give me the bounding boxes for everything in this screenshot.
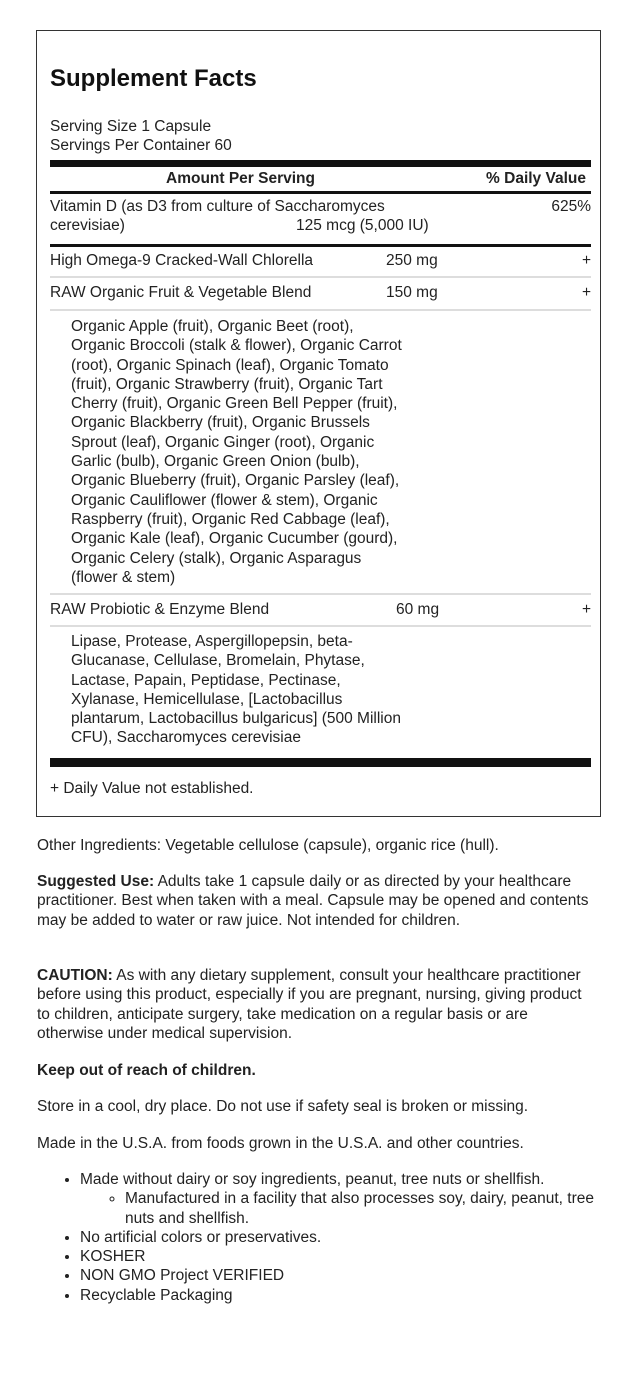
fruit-blend-ingredients [71,317,402,587]
servings-per-container: Servings Per Container 60 [50,137,232,155]
caution-text: As with any dietary supplement, consult your healthcare practitioner before using this product, especially if you are pregnant, nursing, giving product to children, anticipate surgery, take medication on a regular basis or are otherwise under medical supervision. [37,967,582,1042]
divider-medium [50,191,591,194]
nutrient-dv: + [581,284,591,301]
feature-item [80,1170,607,1228]
nutrient-amount: 250 mg [386,252,438,269]
ingredient-line: Lactase, Papain, Peptidase, Pectinase, [71,671,341,689]
nutrient-dv: 625% [551,198,591,215]
feature-text: Made without dairy or soy ingredients, peanut, tree nuts or shellfish. [80,1171,545,1188]
nutrient-name-cont: cerevisiae) [50,217,125,234]
ingredient-line: Organic Celery (stalk), Organic Asparagus [71,549,362,567]
caution [37,966,597,1043]
serving-size: Serving Size 1 Capsule [50,118,212,135]
divider-thin [50,625,591,627]
header-daily-value: % Daily Value [486,170,586,187]
ingredient-line: Glucanase, Cellulase, Bromelain, Phytase, [71,652,365,670]
ingredient-line: (fruit), Organic Strawberry (fruit), Organic Tart [71,375,383,393]
features-list [37,1170,607,1305]
ingredient-line: (flower & stem) [71,568,176,586]
nutrient-row-probiotic-blend [50,600,591,620]
storage-text: Store in a cool, dry place. Do not use if safety seal is broken or missing. [37,1098,529,1115]
nutrient-dv: + [581,252,591,269]
supplement-facts-panel [36,30,601,817]
ingredient-line: Sprout (leaf), Organic Ginger (root), Organic [71,433,375,451]
ingredient-line: Organic Broccoli (stalk & flower), Organic Carrot [71,337,402,355]
ingredient-line: Organic Blackberry (fruit), Organic Brussels [71,414,370,432]
divider-thick [50,160,591,167]
other-ingredients: Other Ingredients: Vegetable cellulose (capsule), organic rice (hull). [37,837,499,854]
nutrient-amount: 125 mcg (5,000 IU) [296,217,429,234]
ingredient-line: (root), Organic Spinach (leaf), Organic Tomato [71,356,389,374]
feature-item: • Recyclable Packaging [80,1286,607,1305]
nutrient-row-vitamin-d [50,197,591,237]
ingredient-line: plantarum, Lactobacillus bulgaricus] (500 Million [71,710,401,728]
serving-info [50,117,232,156]
caution-label: CAUTION: [37,967,113,984]
header-amount: Amount Per Serving [166,170,315,187]
nutrient-name: High Omega-9 Cracked-Wall Chlorella [50,252,314,269]
divider-medium [50,244,591,247]
made-in-text: Made in the U.S.A. from foods grown in the U.S.A. and other countries. [37,1135,524,1152]
ingredient-line: Organic Apple (fruit), Organic Beet (root), [71,318,354,335]
nutrient-row-chlorella [50,251,591,271]
header-row [50,169,591,189]
ingredient-line: Garlic (bulb), Organic Green Onion (bulb), [71,453,360,471]
ingredient-line: Lipase, Protease, Aspergillopepsin, beta- [71,633,353,650]
nutrient-name: RAW Organic Fruit & Vegetable Blend [50,284,312,301]
ingredient-line: Xylanase, Hemicellulase, [Lactobacillus [71,690,343,708]
feature-item: • NON GMO Project VERIFIED [80,1266,607,1285]
divider-thin [50,309,591,311]
nutrient-dv: + [581,601,591,618]
divider-thin [50,593,591,595]
ingredient-line: Cherry (fruit), Organic Green Bell Pepper (fruit), [71,395,398,413]
nutrient-amount: 60 mg [396,601,440,618]
suggested-use-label: Suggested Use: [37,873,155,890]
ingredient-line: CFU), Saccharomyces cerevisiae [71,729,301,747]
suggested-use [37,872,597,930]
ingredient-line: Raspberry (fruit), Organic Red Cabbage (leaf), [71,510,390,528]
feature-item: • No artificial colors or preservatives. [80,1228,607,1247]
nutrient-name: Vitamin D (as D3 from culture of Saccharomyces [50,198,385,215]
ingredient-line: Organic Cauliflower (flower & stem), Organic [71,491,378,509]
panel-title: Supplement Facts [50,65,257,92]
nutrient-name: RAW Probiotic & Enzyme Blend [50,601,270,618]
divider-thick [50,758,591,767]
ingredient-line: Organic Kale (leaf), Organic Cucumber (gourd), [71,530,398,548]
footnote: + Daily Value not established. [50,780,254,797]
probiotic-blend-ingredients [71,632,401,748]
feature-item: • KOSHER [80,1247,607,1266]
divider-thin [50,276,591,278]
nutrient-amount: 150 mg [386,284,438,301]
nutrient-row-fruit-blend [50,283,591,303]
feature-subitem: ◦ Manufactured in a facility that also processes soy, dairy, peanut, tree nuts and shellfish. [125,1189,607,1228]
suggested-use-text: Adults take 1 capsule daily or as directed by your healthcare practitioner. Best when taken with a meal. Capsule may be opened and contents may be added to water or raw juice. Not intended for children. [37,873,589,929]
ingredient-line: Organic Blueberry (fruit), Organic Parsley (leaf), [71,472,400,490]
keep-out-warning: Keep out of reach of children. [37,1062,256,1079]
